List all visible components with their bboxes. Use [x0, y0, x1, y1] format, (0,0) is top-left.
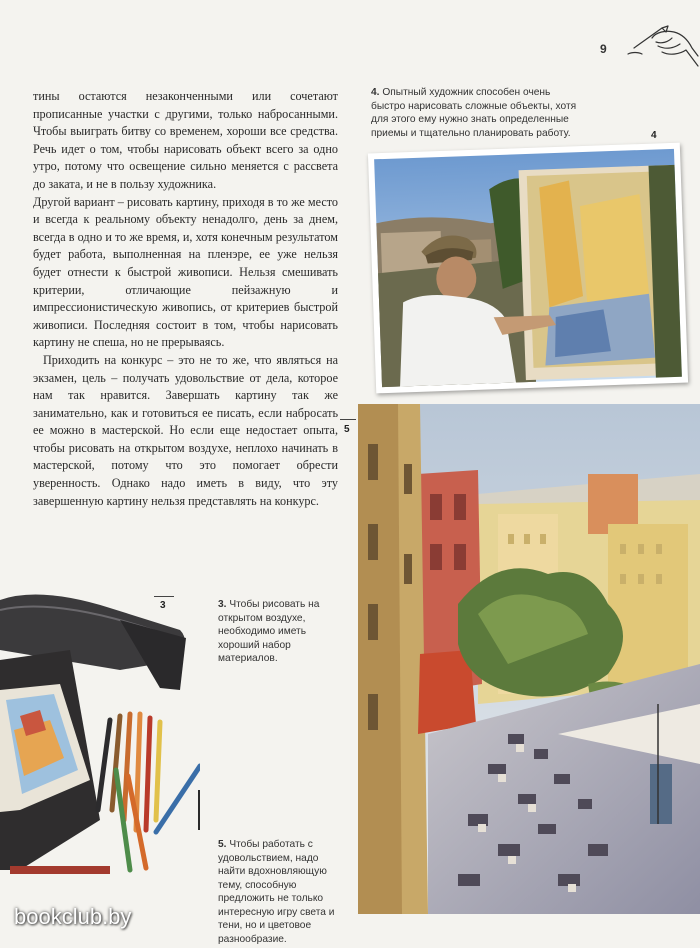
art-materials-photo [0, 580, 200, 880]
street-painting [358, 404, 700, 914]
figure-5-marker-line [340, 419, 356, 420]
paragraph-1: тины остаются незаконченными или сочетают прописанные участки с другими, только набросанными. Чтобы выиграть битву со временем, хороши все средства. Речь идет о том, чтобы нарисовать объект всего за одно утро, потому что освещение сильно меняется с рассвета до заката, и не в пользу художника. [33, 89, 338, 191]
main-article-text [33, 88, 338, 510]
drawing-hand-icon [622, 8, 700, 78]
figure-5-marker: 5 [344, 424, 350, 435]
caption-4-text: Опытный художник способен очень быстро нарисовать сложные объекты, хотя для этого ему нужно знать определенные приемы и тщательно планировать работу. [371, 87, 577, 139]
art-materials-image [0, 580, 200, 880]
figure-3-marker-line [154, 596, 174, 597]
watermark: bookclub.by [14, 904, 132, 929]
figure-3-marker: 3 [160, 600, 166, 611]
caption-3-number: 3. [218, 599, 227, 610]
figure-4-marker: 4 [651, 130, 657, 141]
page-number: 9 [600, 42, 607, 56]
paragraph-2: Другой вариант – рисовать картину, приходя в то же место и всегда к реальному объекту ненадолго, день за днем, всегда в одно и то же время, и, хотя конечным результатом будет работа, выполненная на пленэре, ее уже нельзя будет отнести к быстрой живописи. Нельзя смешивать критерии, отличающие пейзажную и импрессионистическую живопись, от критериев быстрой живописи. Последняя состоит в том, чтобы нарисовать картину не спеша, но не прерываясь. [33, 194, 338, 350]
paragraph-3: Приходить на конкурс – это не то же, что являться на экзамен, цель – получать удовольствие от дела, которое нам так нравится. Завершать картину так же занимательно, как и готовиться ее писать, если набросать ее можно в мастерской. Но если еще недостает опыта, чтобы рисовать на открытом воздухе, неплохо начинать в мастерской, потому что это помогает обрести уверенность. Однако надо иметь в виду, что эту завершенную картину нельзя представлять на конкурс. [33, 352, 338, 508]
street-painting-image [358, 404, 700, 914]
caption-3 [218, 598, 326, 666]
caption-4 [371, 86, 586, 140]
caption-5-text: Чтобы работать с удовольствием, надо найти вдохновляющую тему, способную предложить не только интересную игру света и тени, но и цветовое разнообразие. [218, 839, 335, 945]
caption-3-text: Чтобы рисовать на открытом воздухе, необходимо иметь хороший набор материалов. [218, 599, 320, 664]
caption-5-number: 5. [218, 839, 227, 850]
painter-photo [368, 143, 688, 394]
caption-4-number: 4. [371, 87, 380, 98]
caption-5 [218, 838, 338, 946]
painter-photo-image [368, 143, 688, 394]
